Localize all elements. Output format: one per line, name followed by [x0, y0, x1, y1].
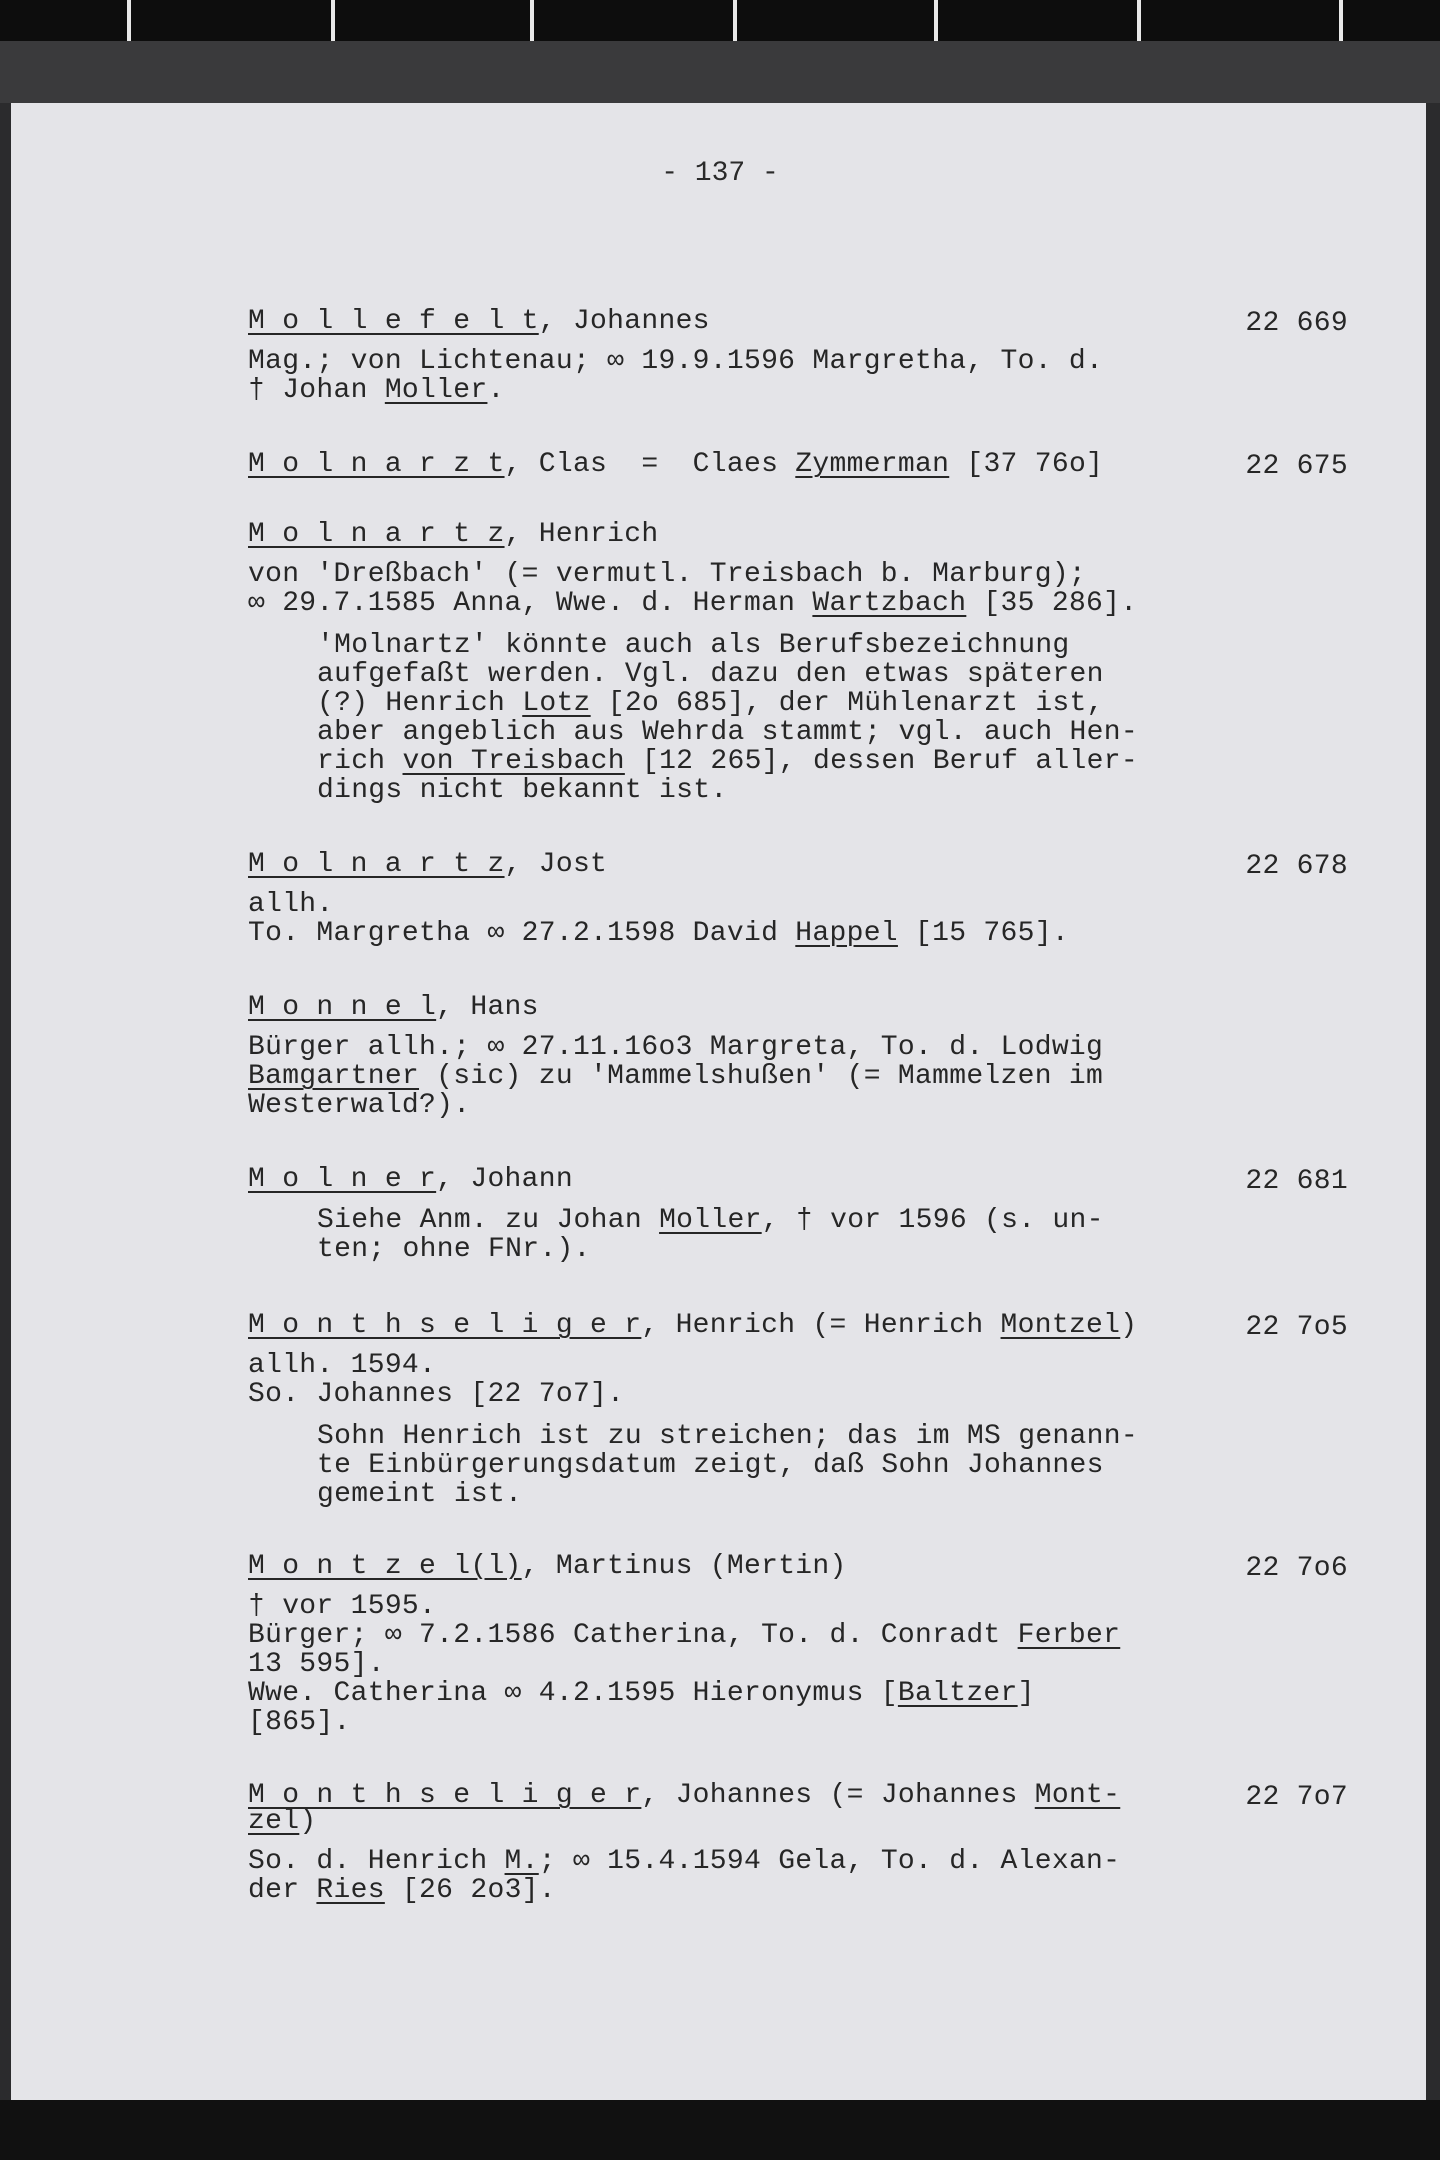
- entry-note: [317, 1422, 1348, 1509]
- entry-heading: [248, 849, 1348, 880]
- text-segment: Bürger allh.; ∞ 27.11.16o3 Margreta, To. d. Lodwig: [248, 1032, 1104, 1063]
- entry-heading: [248, 1310, 1348, 1341]
- body-line: [248, 1033, 1348, 1062]
- text-segment: aber angeblich aus Wehrda stammt; vgl. auch Hen-: [317, 717, 1138, 748]
- text-segment: 'Molnartz' könnte auch als Berufsbezeichnung: [317, 630, 1070, 661]
- register-entry: [248, 1780, 1348, 1906]
- entry-number: 22 7o6: [1245, 1553, 1348, 1584]
- text-segment: Bürger; ∞ 7.2.1586 Catherina, To. d. Conradt: [248, 1620, 1018, 1651]
- entry-number: 22 675: [1245, 451, 1348, 482]
- underlined-name: M o l n a r t z: [248, 849, 505, 880]
- text-segment: , Martinus (Mertin): [521, 1551, 847, 1582]
- body-line: [248, 1621, 1348, 1650]
- text-segment: te Einbürgerungsdatum zeigt, daß Sohn Johannes: [317, 1450, 1104, 1481]
- underlined-name: M o l l e f e l t: [248, 306, 539, 337]
- entry-body: [248, 560, 1348, 618]
- body-line: [248, 1351, 1348, 1380]
- underlined-name: Zymmerman: [795, 449, 950, 480]
- underlined-name: M o l n a r t z: [248, 519, 505, 550]
- body-line: [248, 1679, 1348, 1708]
- entry-number: 22 669: [1245, 308, 1348, 339]
- underlined-name: Montzel: [1000, 1310, 1121, 1341]
- text-segment: Mag.; von Lichtenau; ∞ 19.9.1596 Margretha, To. d.: [248, 346, 1104, 377]
- text-segment: , Johannes (= Johannes: [641, 1780, 1035, 1811]
- entry-number: 22 681: [1245, 1166, 1348, 1197]
- entry-heading: [248, 1551, 1348, 1582]
- register-entry: [248, 1164, 1348, 1265]
- ruler-tick: [1137, 0, 1141, 41]
- register-entry: [248, 306, 1348, 406]
- entry-note: [317, 1206, 1348, 1264]
- underlined-name: Mont-: [1034, 1780, 1121, 1811]
- heading-line: [248, 1551, 1348, 1582]
- body-line: [248, 1650, 1348, 1679]
- heading-line: [248, 1310, 1348, 1341]
- entry-number: 22 7o7: [1245, 1782, 1348, 1813]
- body-line: [248, 560, 1348, 589]
- underlined-name: M.: [504, 1846, 539, 1877]
- body-line: [248, 589, 1348, 618]
- entry-body: [248, 1847, 1348, 1905]
- text-segment: allh.: [248, 889, 334, 920]
- text-segment: † vor 1595.: [248, 1591, 437, 1622]
- body-line: [248, 1380, 1348, 1409]
- register-entry: [248, 1310, 1348, 1510]
- underlined-name: Moller: [659, 1205, 762, 1236]
- text-segment: , Clas = Claes: [504, 449, 796, 480]
- entry-heading: [248, 306, 1348, 337]
- register-entry: [248, 519, 1348, 806]
- text-segment: ]: [1017, 1678, 1035, 1709]
- text-segment: Westerwald?).: [248, 1090, 471, 1121]
- underlined-name: von Treisbach: [402, 746, 625, 777]
- underlined-name: M o n n e l: [248, 992, 437, 1023]
- text-segment: , † vor 1596 (s. un-: [761, 1205, 1104, 1236]
- text-segment: [26 2o3].: [384, 1875, 556, 1906]
- heading-line: [248, 1164, 1348, 1195]
- note-line: [317, 1206, 1348, 1235]
- underlined-name: Bamgartner: [248, 1061, 420, 1092]
- text-segment: von 'Dreßbach' (= vermutl. Treisbach b. Marburg);: [248, 559, 1087, 590]
- underlined-name: Lotz: [522, 688, 591, 719]
- entry-heading: [248, 992, 1348, 1023]
- text-segment: , Jost: [504, 849, 608, 880]
- text-segment: gemeint ist.: [317, 1479, 523, 1510]
- underlined-name: Moller: [384, 375, 488, 406]
- underlined-name: Baltzer: [897, 1678, 1018, 1709]
- underlined-name: M o n t h s e l i g e r: [248, 1310, 642, 1341]
- entry-body: [248, 1592, 1348, 1737]
- text-segment: , Johannes: [538, 306, 710, 337]
- text-segment: , Hans: [436, 992, 539, 1023]
- note-line: [317, 747, 1348, 776]
- body-line: [248, 890, 1348, 919]
- entry-heading: [248, 449, 1348, 480]
- underlined-name: M o n t z e l(l): [248, 1551, 522, 1582]
- heading-line: [248, 519, 1348, 550]
- note-line: [317, 1235, 1348, 1264]
- text-segment: So. d. Henrich: [248, 1846, 505, 1877]
- entry-number: 22 7o5: [1245, 1312, 1348, 1343]
- text-segment: [15 765].: [897, 918, 1069, 949]
- note-line: [317, 1422, 1348, 1451]
- note-line: [317, 631, 1348, 660]
- text-segment: ): [299, 1806, 317, 1837]
- ruler-tick: [530, 0, 534, 41]
- heading-line: [248, 1780, 1348, 1811]
- note-line: [317, 718, 1348, 747]
- underlined-name: Happel: [795, 918, 898, 949]
- text-segment: , Henrich (= Henrich: [641, 1310, 1001, 1341]
- entry-body: [248, 1033, 1348, 1120]
- ruler-tick: [733, 0, 737, 41]
- body-line: [248, 1091, 1348, 1120]
- heading-line: [248, 449, 1348, 480]
- body-line: [248, 1847, 1348, 1876]
- text-segment: rich: [317, 746, 403, 777]
- text-segment: aufgefaßt werden. Vgl. dazu den etwas späteren: [317, 659, 1104, 690]
- note-line: [317, 776, 1348, 805]
- body-line: [248, 1592, 1348, 1621]
- text-segment: allh. 1594.: [248, 1350, 437, 1381]
- text-segment: To. Margretha ∞ 27.2.1598 David: [248, 918, 796, 949]
- register-entry: [248, 449, 1348, 482]
- body-line: [248, 1062, 1348, 1091]
- text-segment: ∞ 29.7.1585 Anna, Wwe. d. Herman: [248, 588, 813, 619]
- ruler-tick: [1339, 0, 1343, 41]
- entry-note: [317, 631, 1348, 805]
- text-segment: ): [1120, 1310, 1138, 1341]
- text-segment: [12 265], dessen Beruf aller-: [624, 746, 1138, 777]
- body-line: [248, 376, 1348, 405]
- entry-heading: [248, 519, 1348, 550]
- text-segment: Wwe. Catherina ∞ 4.2.1595 Hieronymus [: [248, 1678, 898, 1709]
- text-segment: der: [248, 1875, 317, 1906]
- text-segment: 13 595].: [248, 1649, 385, 1680]
- note-line: [317, 689, 1348, 718]
- text-segment: , Henrich: [504, 519, 659, 550]
- page-number: - 137 -: [661, 158, 779, 189]
- text-segment: Sohn Henrich ist zu streichen; das im MS genann-: [317, 1421, 1138, 1452]
- heading-line: [248, 992, 1348, 1023]
- ruler-tick: [934, 0, 938, 41]
- heading-line: [248, 849, 1348, 880]
- text-segment: [37 76o]: [949, 449, 1104, 480]
- underlined-name: M o l n e r: [248, 1164, 437, 1195]
- entry-number: 22 678: [1245, 851, 1348, 882]
- register-entry: [248, 992, 1348, 1121]
- underlined-name: Wartzbach: [812, 588, 967, 619]
- ruler-tick: [127, 0, 131, 41]
- underlined-name: Ries: [316, 1875, 385, 1906]
- register-entry: [248, 849, 1348, 949]
- note-line: [317, 660, 1348, 689]
- body-line: [248, 919, 1348, 948]
- note-line: [317, 1480, 1348, 1509]
- text-segment: So. Johannes [22 7o7].: [248, 1379, 625, 1410]
- text-segment: , Johann: [436, 1164, 573, 1195]
- text-segment: (?) Henrich: [317, 688, 523, 719]
- scan-background-bottom: [0, 2100, 1440, 2160]
- entry-heading: [248, 1780, 1348, 1837]
- underlined-name: Ferber: [1017, 1620, 1121, 1651]
- text-segment: ten; ohne FNr.).: [317, 1234, 591, 1265]
- heading-line: [248, 306, 1348, 337]
- text-segment: .: [487, 375, 505, 406]
- text-segment: [2o 685], der Mühlenarzt ist,: [590, 688, 1104, 719]
- underlined-name: M o n t h s e l i g e r: [248, 1780, 642, 1811]
- text-segment: Siehe Anm. zu Johan: [317, 1205, 660, 1236]
- note-line: [317, 1451, 1348, 1480]
- body-line: [248, 347, 1348, 376]
- heading-line: [248, 1806, 1348, 1837]
- scan-background: [0, 41, 1440, 103]
- entry-body: [248, 1351, 1348, 1409]
- body-line: [248, 1876, 1348, 1905]
- text-segment: [865].: [248, 1707, 351, 1738]
- underlined-name: zel: [248, 1806, 300, 1837]
- text-segment: † Johan: [248, 375, 385, 406]
- entry-heading: [248, 1164, 1348, 1195]
- text-segment: ; ∞ 15.4.1594 Gela, To. d. Alexan-: [538, 1846, 1121, 1877]
- scanner-ruler-strip: [0, 0, 1440, 41]
- text-segment: [35 286].: [966, 588, 1138, 619]
- entry-body: [248, 890, 1348, 948]
- text-segment: dings nicht bekannt ist.: [317, 775, 728, 806]
- text-segment: (sic) zu 'Mammelshußen' (= Mammelzen im: [419, 1061, 1104, 1092]
- body-line: [248, 1708, 1348, 1737]
- entry-body: [248, 347, 1348, 405]
- ruler-tick: [331, 0, 335, 41]
- register-entry: [248, 1551, 1348, 1738]
- underlined-name: M o l n a r z t: [248, 449, 505, 480]
